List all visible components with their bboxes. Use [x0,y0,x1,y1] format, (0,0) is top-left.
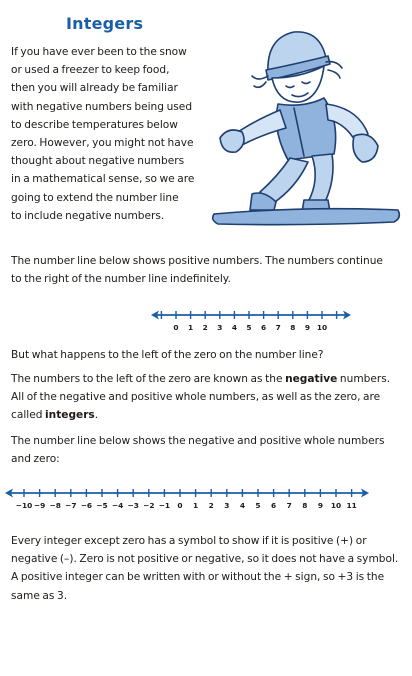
text-line: All of the negative and positive whole numbers, as well as the zero, are [11,391,381,404]
tick-label: 5 [246,323,252,332]
paragraph-signs [11,532,399,605]
tick-label: 5 [255,501,261,510]
tick-label: −5 [96,501,108,510]
text-line: or used a freezer to keep food, [11,64,170,77]
tick-label: 7 [275,323,281,332]
tick-label: 0 [177,501,183,510]
text-line: to the right of the number line indefinitely. [11,273,231,286]
text-line: A positive integer can be written with or without the + sign, so +3 is the [11,571,385,584]
page-title: Integers [66,14,144,33]
tick-label: 10 [330,501,342,510]
text-line: negative (–). Zero is not positive or negative, so it does not have a symbol. [11,553,399,566]
tick-label: −2 [143,501,155,510]
tick-label: −8 [49,501,61,510]
text-line: If you have ever been to the snow [11,46,187,58]
text-line: going to extend the number line [11,191,179,204]
tick-label: 2 [208,501,214,510]
tick-label: −1 [158,501,171,510]
text-line: and zero: [11,453,60,466]
text-line: to include negative numbers. [11,209,165,222]
text-line: The numbers to the left of the zero are known as the negative numbers. [11,373,391,385]
tick-label: 0 [173,323,179,332]
tick-label: 11 [346,501,357,510]
text-line: called integers. [11,409,99,422]
intro-paragraph [11,43,211,225]
text-line: The number line below shows the negative and positive whole numbers [11,435,385,447]
term-negative: negative [285,373,338,385]
tick-label: 2 [202,323,208,332]
paragraph-definition [11,370,391,425]
tick-label: 3 [217,323,223,332]
tick-label: −3 [127,501,139,510]
tick-label: 1 [188,323,194,332]
paragraph-positive-numbers [11,252,385,288]
tick-label: 9 [304,323,310,332]
tick-label: 3 [224,501,230,510]
tick-label: 8 [302,501,308,510]
tick-label: −6 [80,501,93,510]
number-line-integers [4,484,370,512]
snowboarder-illustration [208,12,404,228]
text-line: then you will already be familiar [11,82,178,95]
text-line: in a mathematical sense, so we are [11,173,195,186]
tick-label: 4 [231,323,237,332]
tick-label: 6 [271,501,277,510]
number-line-positive [150,306,352,334]
tick-label: 8 [290,323,296,332]
text-line: to describe temperatures below [11,118,178,131]
text-line: But what happens to the left of the zero on the number line? [11,349,324,361]
paragraph-full-line [11,432,385,468]
tick-label: −7 [65,501,77,510]
text-line: The number line below shows positive numbers. The numbers continue [11,255,383,267]
paragraph-question [11,346,385,364]
text-line: thought about negative numbers [11,155,185,168]
text-line: zero. However, you might not have [11,137,194,150]
tick-label: 7 [286,501,292,510]
text-line: same as 3. [11,589,68,602]
tick-label: 9 [317,501,323,510]
term-integers: integers [45,409,95,422]
text-line: with negative numbers being used [11,100,193,113]
tick-label: −4 [111,501,124,510]
tick-label: −10 [15,501,33,510]
text-line: Every integer except zero has a symbol to show if it is positive (+) or [11,535,367,547]
tick-label: 10 [316,323,328,332]
tick-label: 4 [239,501,245,510]
tick-label: 6 [261,323,267,332]
tick-label: −9 [33,501,46,510]
tick-label: 1 [193,501,199,510]
